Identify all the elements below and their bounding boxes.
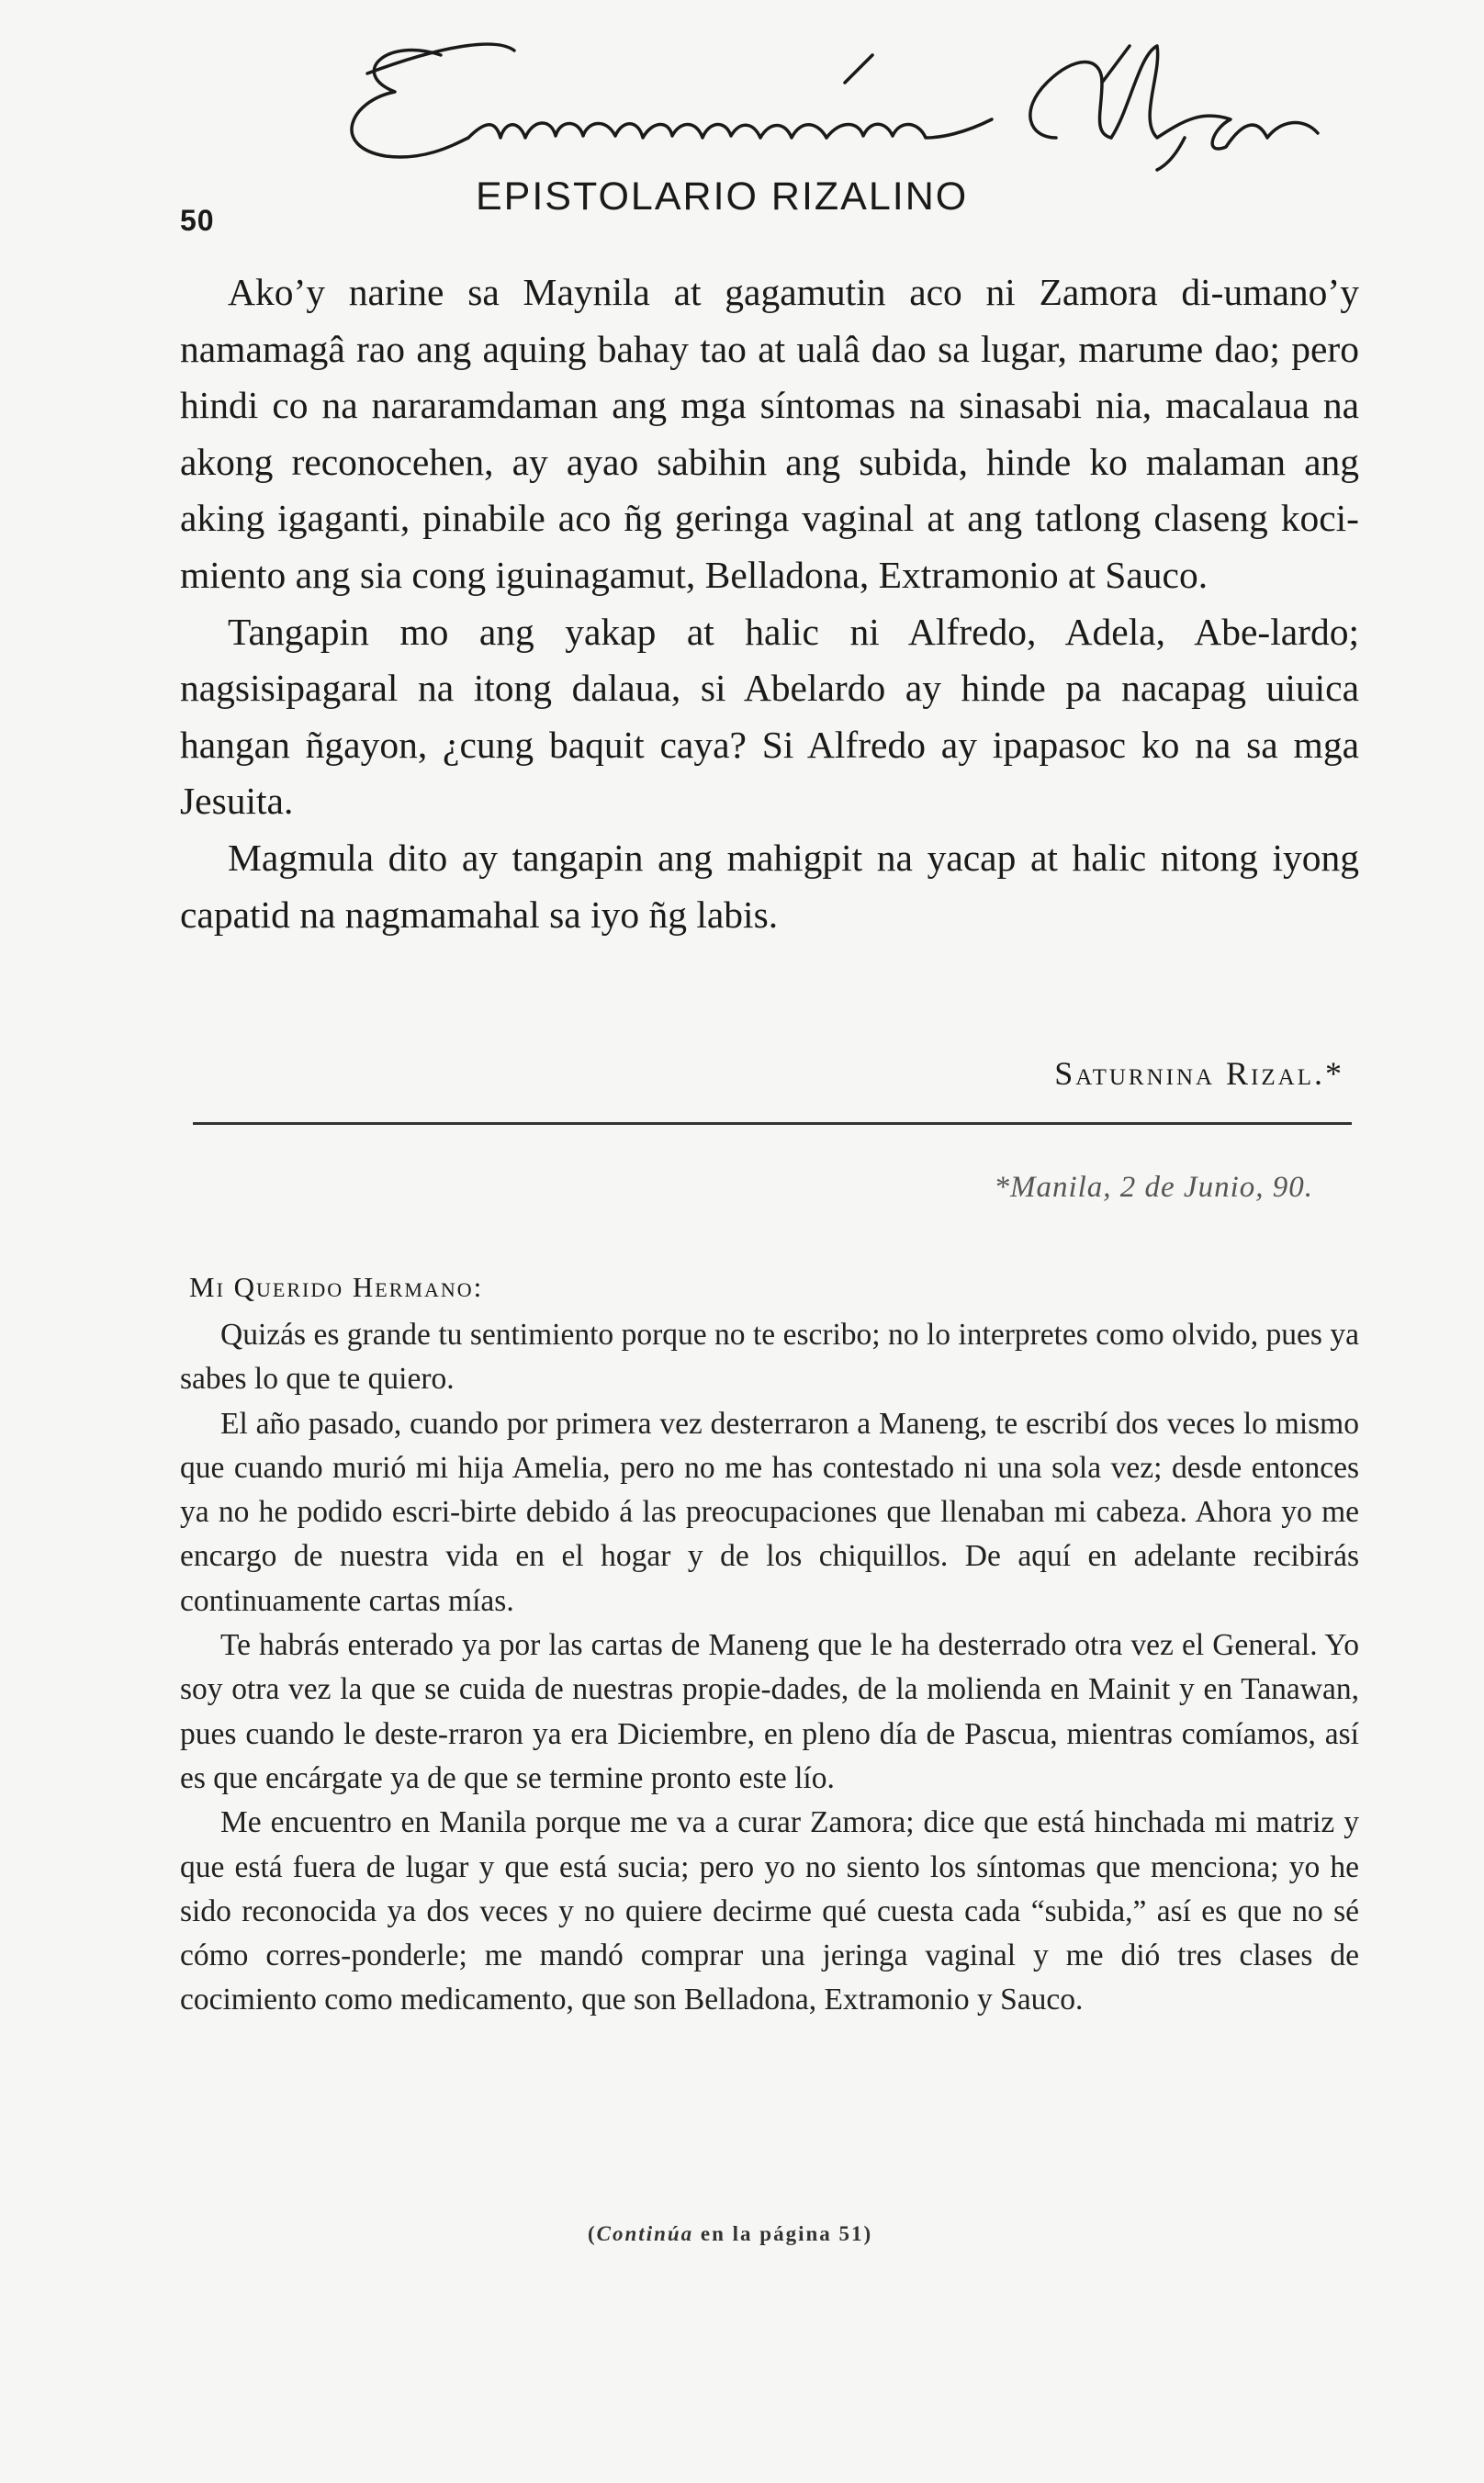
continuation-prefix: ( <box>588 2222 597 2245</box>
continuation-suffix: ) <box>863 2222 873 2245</box>
spanish-paragraph: Te habrás enterado ya por las cartas de Maneng que le ha desterrado otra vez el General. Yo soy otra vez la que se cuida de nuestras propie-dades, de la molienda en Mainit y en Tanawan, pues cuando le deste-rraron ya era Diciembre, en pleno día de Pascua, mientras comíamos, así es que encárgate ya de que se termine pronto este lío. <box>180 1628 1359 1795</box>
continuation-word: Continúa <box>596 2222 694 2245</box>
continuation-page: 51 <box>838 2222 864 2245</box>
handwritten-signature <box>331 18 1322 174</box>
spanish-paragraph: El año pasado, cuando por primera vez desterraron a Maneng, te escribí dos veces lo mismo que cuando murió mi hija Amelia, pero no me has contestado ni una sola vez; desde entonces ya no he podido escri-birte debido á las preocupaciones que llenaban mi cabeza. Ahora yo me encargo de nuestra vida en el hogar y de los chiquillos. De aquí en adelante recibirás continuamente cartas mías. <box>180 1406 1359 1618</box>
tagalog-paragraph: Magmula dito ay tangapin ang mahigpit na yacap at halic nitong iyong capatid na nagmamahal sa iyo ñg labis. <box>180 836 1359 936</box>
spanish-paragraph: Me encuentro en Manila porque me va a curar Zamora; dice que está hinchada mi matriz y que está fuera de lugar y que está sucia; pero yo no siento los síntomas que menciona; yo he sido reconocida ya dos veces y no quiere decirme qué cuesta cada “subida,” así es que no sé cómo corres-ponderle; me mandó comprar una jeringa vaginal y me dió tres clases de cocimiento como medicamento, que son Belladona, Extramonio y Sauco. <box>180 1805 1359 2017</box>
continuation-note <box>588 2222 872 2246</box>
tagalog-paragraph: Tangapin mo ang yakap at halic ni Alfredo, Adela, Abe-lardo; nagsisipagaral na itong dalaua, si Abelardo ay hinde pa nacapag uiuica hangan ñgayon, ¿cung baquit caya? Si Alfredo ay ipapasoc ko na sa mga Jesuita. <box>180 610 1359 823</box>
spanish-paragraph: Quizás es grande tu sentimiento porque no te escribo; no lo interpretes como olvido, pues ya sabes lo que te quiero. <box>180 1318 1359 1397</box>
footnote-divider <box>193 1122 1352 1125</box>
spanish-letter <box>180 1313 1359 2023</box>
footnote-date: *Manila, 2 de Junio, 90. <box>994 1171 1313 1204</box>
tagalog-paragraph: Ako’y narine sa Maynila at gagamutin aco ni Zamora di-umano’y namamagâ rao ang aquing bahay tao at ualâ dao sa lugar, marume dao; pero hindi co na nararamdaman ang mga síntomas na sinasabi nia, macalaua na akong reconocehen, ay ayao sabihin ang subida, hinde ko malaman ang aking igaganti, pinabile aco ñg geringa vaginal at ang tatlong claseng koci-miento ang sia cong iguinagamut, Belladona, Extramonio at Sauco. <box>180 271 1359 596</box>
salutation: Mi Querido Hermano: <box>189 1271 484 1303</box>
tagalog-letter <box>180 264 1359 943</box>
letter-signature: Saturnina Rizal.* <box>1054 1055 1344 1092</box>
page-number: 50 <box>180 204 215 237</box>
running-title: EPISTOLARIO RIZALINO <box>476 174 969 219</box>
continuation-middle: en la página <box>693 2222 839 2245</box>
